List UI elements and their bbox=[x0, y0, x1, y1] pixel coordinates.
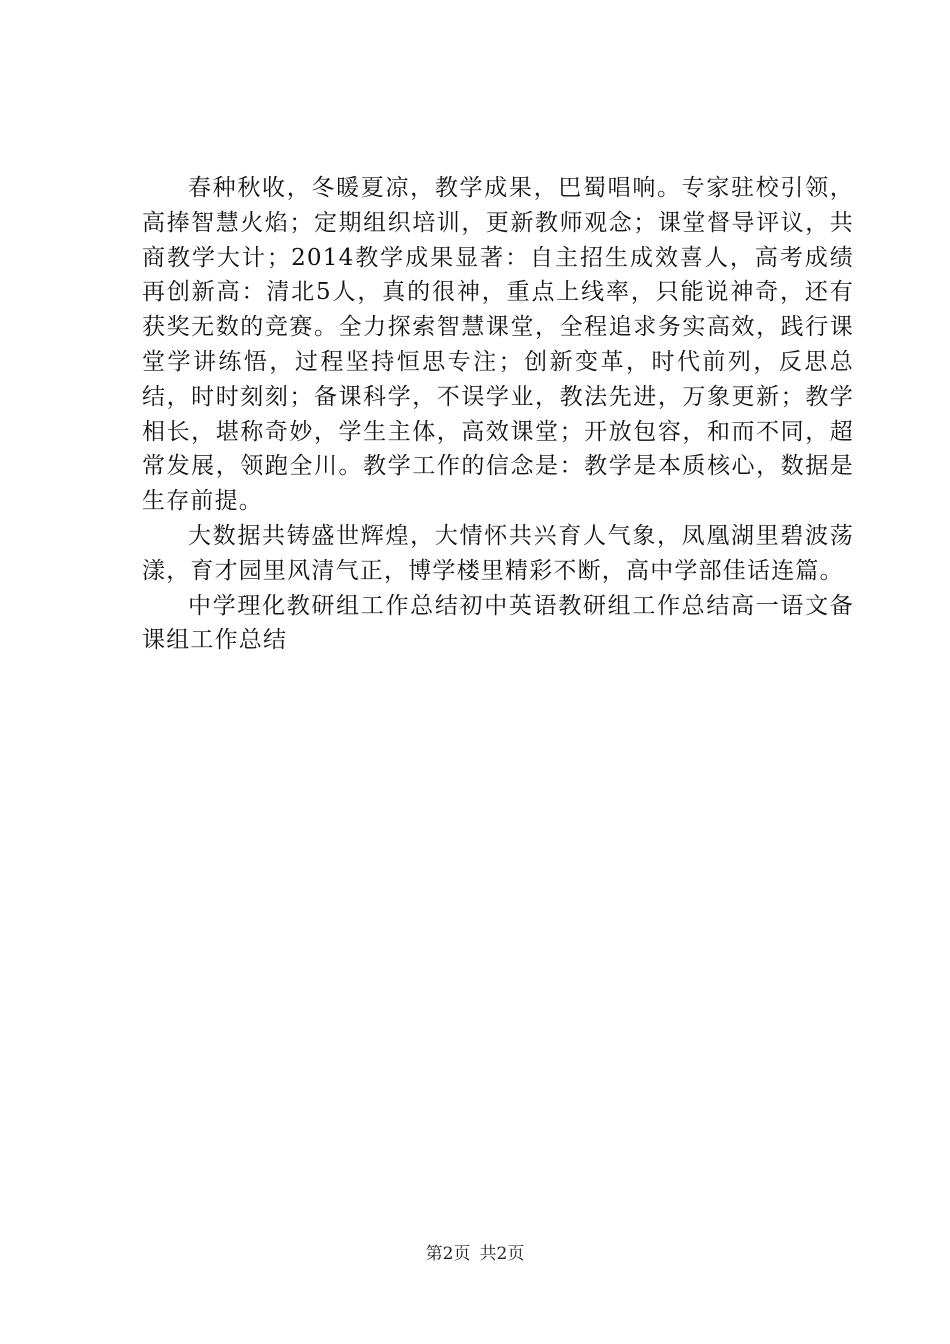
page-number: 第2页 bbox=[425, 1244, 471, 1264]
document-body bbox=[142, 171, 854, 658]
paragraph-teaching-achievements: 春种秋收，冬暖夏凉，教学成果，巴蜀唱响。专家驻校引领，高捧智慧火焰；定期组织培训，更新教师观念；课堂督导评议，共商教学大计；2014教学成果显著：自主招生成效喜人，高考成绩再创新高：清北5人，真的很神，重点上线率，只能说神奇，还有获奖无数的竞赛。全力探索智慧课堂，全程追求务实高效，践行课堂学讲练悟，过程坚持恒思专注；创新变革，时代前列，反思总结，时时刻刻；备课科学，不误学业，教法先进，万象更新；教学相长，堪称奇妙，学生主体，高效课堂；开放包容，和而不同，超常发展，领跑全川。教学工作的信念是：教学是本质核心，数据是生存前提。 bbox=[142, 175, 854, 515]
page-total: 共2页 bbox=[479, 1244, 525, 1264]
paragraph-related-summaries: 中学理化教研组工作总结初中英语教研组工作总结高一语文备课组工作总结 bbox=[142, 592, 854, 654]
page-footer bbox=[0, 1242, 950, 1266]
paragraph-big-data: 大数据共铸盛世辉煌，大情怀共兴育人气象，凤凰湖里碧波荡漾，育才园里风清气正，博学楼里精彩不断，高中学部佳话连篇。 bbox=[142, 522, 854, 584]
